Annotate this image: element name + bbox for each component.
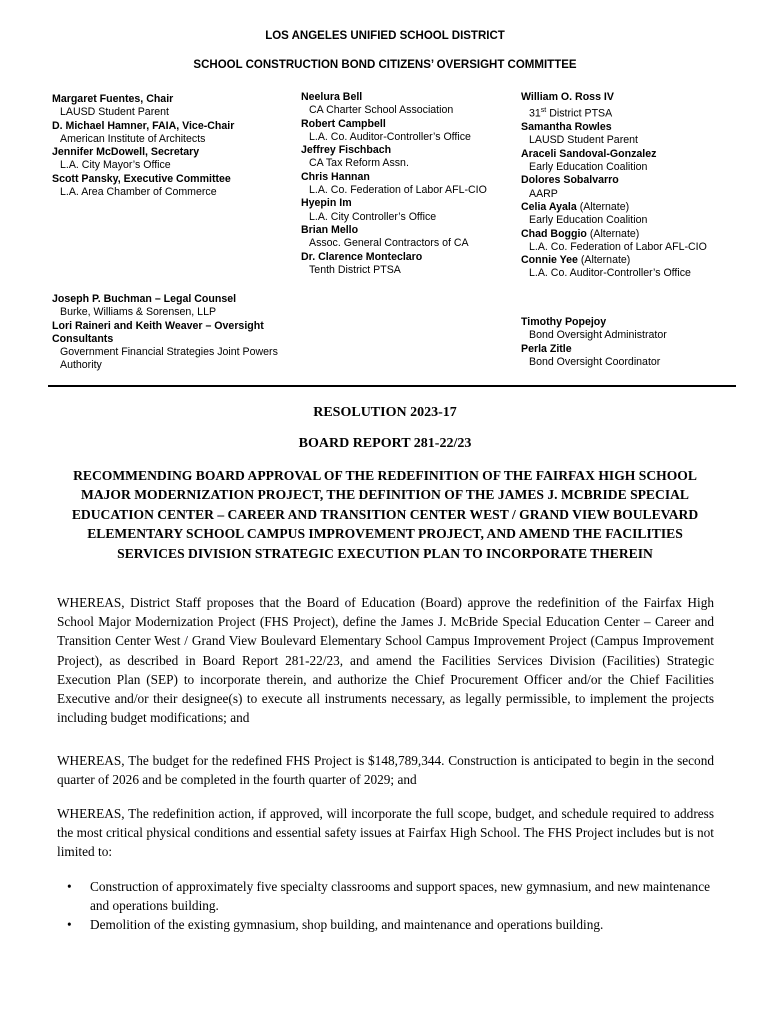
roster-counsel	[52, 293, 292, 373]
bullet-icon: •	[67, 879, 72, 894]
member-affiliation: Tenth District PTSA	[309, 263, 401, 276]
resolution-number: RESOLUTION 2023-17	[313, 405, 457, 420]
member-name: D. Michael Hamner, FAIA, Vice-Chair	[52, 119, 235, 132]
whereas-paragraph: WHEREAS, The redefinition action, if approved, will incorporate the full scope, budget, and schedule required to address the most critical physical conditions and essential safety issues at Fairfax High School. The FHS Project includes but is not limited to:	[57, 806, 714, 860]
roster-column-members-1	[301, 91, 516, 277]
roster-column-members-2	[521, 91, 751, 281]
member-name: Jennifer McDowell, Secretary	[52, 146, 200, 159]
staff-name: Perla Zitle	[521, 342, 572, 355]
district-name: LOS ANGELES UNIFIED SCHOOL DISTRICT	[265, 30, 505, 42]
member-name: Connie Yee (Alternate)	[521, 254, 631, 267]
roster-staff	[521, 316, 751, 369]
alternate-tag: (Alternate)	[577, 254, 631, 267]
member-name: William O. Ross IV	[521, 91, 614, 103]
roster-column-officers	[52, 93, 292, 199]
member-affiliation: Early Education Coalition	[529, 161, 648, 174]
member-name: Samantha Rowles	[521, 121, 612, 134]
list-item	[57, 877, 714, 915]
resolution-subject: RECOMMENDING BOARD APPROVAL OF THE REDEFINITION OF THE FAIRFAX HIGH SCHOOL MAJOR MODERNIZATION PROJECT, THE DEFINITION OF THE JAMES J. MCBRIDE SPECIAL EDUCATION CENTER – CAREER AND TRANSITION CENTER WEST / GRAND VIEW BOULEVARD ELEMENTARY SCHOOL CAMPUS IMPROVEMENT PROJECT, AND AMEND THE FACILITIES SERVICES DIVISION STRATEGIC EXECUTION PLAN TO INCORPORATE THEREIN	[71, 468, 699, 561]
member-affiliation: Assoc. General Contractors of CA	[309, 237, 469, 250]
counsel-name: Lori Raineri and Keith Weaver – Oversight Consultants	[52, 319, 264, 345]
member-name: Araceli Sandoval-Gonzalez	[521, 147, 657, 160]
member-name: Brian Mello	[301, 223, 359, 236]
project-scope-list	[57, 877, 714, 935]
member-name: Chris Hannan	[301, 170, 370, 183]
member-name: Dr. Clarence Monteclaro	[301, 250, 423, 263]
member-affiliation: LAUSD Student Parent	[60, 106, 169, 119]
member-name: Chad Boggio (Alternate)	[521, 227, 640, 240]
member-name: Dolores Sobalvarro	[521, 174, 619, 187]
alternate-tag: (Alternate)	[586, 227, 640, 240]
committee-name: SCHOOL CONSTRUCTION BOND CITIZENS’ OVERSIGHT COMMITTEE	[193, 59, 577, 71]
member-affiliation: 31st District PTSA	[529, 107, 613, 120]
counsel-affiliation: Burke, Williams & Sorensen, LLP	[60, 306, 217, 319]
staff-name: Timothy Popejoy	[521, 316, 607, 328]
member-affiliation: American Institute of Architects	[60, 132, 206, 145]
whereas-paragraph: WHEREAS, The budget for the redefined FHS Project is $148,789,344. Construction is anticipated to begin in the second quarter of 2026 and be completed in the fourth quarter of 2029; and	[57, 753, 714, 788]
member-name: Jeffrey Fischbach	[301, 144, 392, 157]
member-affiliation: AARP	[529, 187, 558, 200]
member-affiliation: CA Tax Reform Assn.	[309, 157, 409, 170]
staff-title: Bond Oversight Administrator	[529, 329, 667, 342]
counsel-affiliation: Government Financial Strategies Joint Powers Authority	[60, 346, 278, 372]
member-name: Margaret Fuentes, Chair	[52, 93, 174, 105]
member-affiliation: CA Charter School Association	[309, 104, 454, 117]
list-item-text: Demolition of the existing gymnasium, shop building, and maintenance and operations building.	[90, 917, 604, 933]
alternate-tag: (Alternate)	[576, 200, 630, 213]
member-affiliation: L.A. Co. Auditor-Controller’s Office	[309, 130, 471, 143]
board-report-number: BOARD REPORT 281-22/23	[298, 436, 472, 451]
bullet-icon: •	[67, 917, 72, 933]
list-item	[57, 915, 714, 934]
counsel-name: Joseph P. Buchman – Legal Counsel	[52, 293, 237, 305]
member-affiliation: L.A. City Mayor’s Office	[60, 159, 171, 172]
member-name: Celia Ayala (Alternate)	[521, 200, 630, 213]
member-name: Robert Campbell	[301, 117, 386, 130]
divider	[48, 385, 736, 387]
member-affiliation: LAUSD Student Parent	[529, 134, 638, 147]
member-affiliation: L.A. City Controller’s Office	[309, 210, 437, 223]
list-item-text: Construction of approximately five specialty classrooms and support spaces, new gymnasium, and new maintenance and operations building.	[90, 879, 710, 914]
whereas-paragraph: WHEREAS, District Staff proposes that the Board of Education (Board) approve the redefinition of the Fairfax High School Major Modernization Project (FHS Project), define the James J. McBride Special Education Center – Career and Transition Center West / Grand View Boulevard Elementary School Campus Improvement Project (Campus Improvement Project), as described in Board Report 281-22/23, and amend the Facilities Services Division (Facilities) Strategic Execution Plan (SEP) to incorporate therein, and authorize the Chief Procurement Officer and/or the Chief Facilities Executive and/or their designee(s) to execute all instruments necessary, as legally permissible, to implement the projects including budget modifications; and	[57, 595, 714, 726]
staff-title: Bond Oversight Coordinator	[529, 355, 661, 368]
member-affiliation: L.A. Area Chamber of Commerce	[60, 186, 217, 199]
member-affiliation: L.A. Co. Federation of Labor AFL-CIO	[309, 184, 487, 197]
member-affiliation: L.A. Co. Federation of Labor AFL-CIO	[529, 240, 707, 253]
member-name: Neelura Bell	[301, 91, 363, 103]
member-affiliation: L.A. Co. Auditor-Controller’s Office	[529, 267, 691, 280]
member-affiliation: Early Education Coalition	[529, 214, 648, 227]
member-name: Hyepin Im	[301, 197, 352, 210]
member-name: Scott Pansky, Executive Committee	[52, 172, 231, 185]
